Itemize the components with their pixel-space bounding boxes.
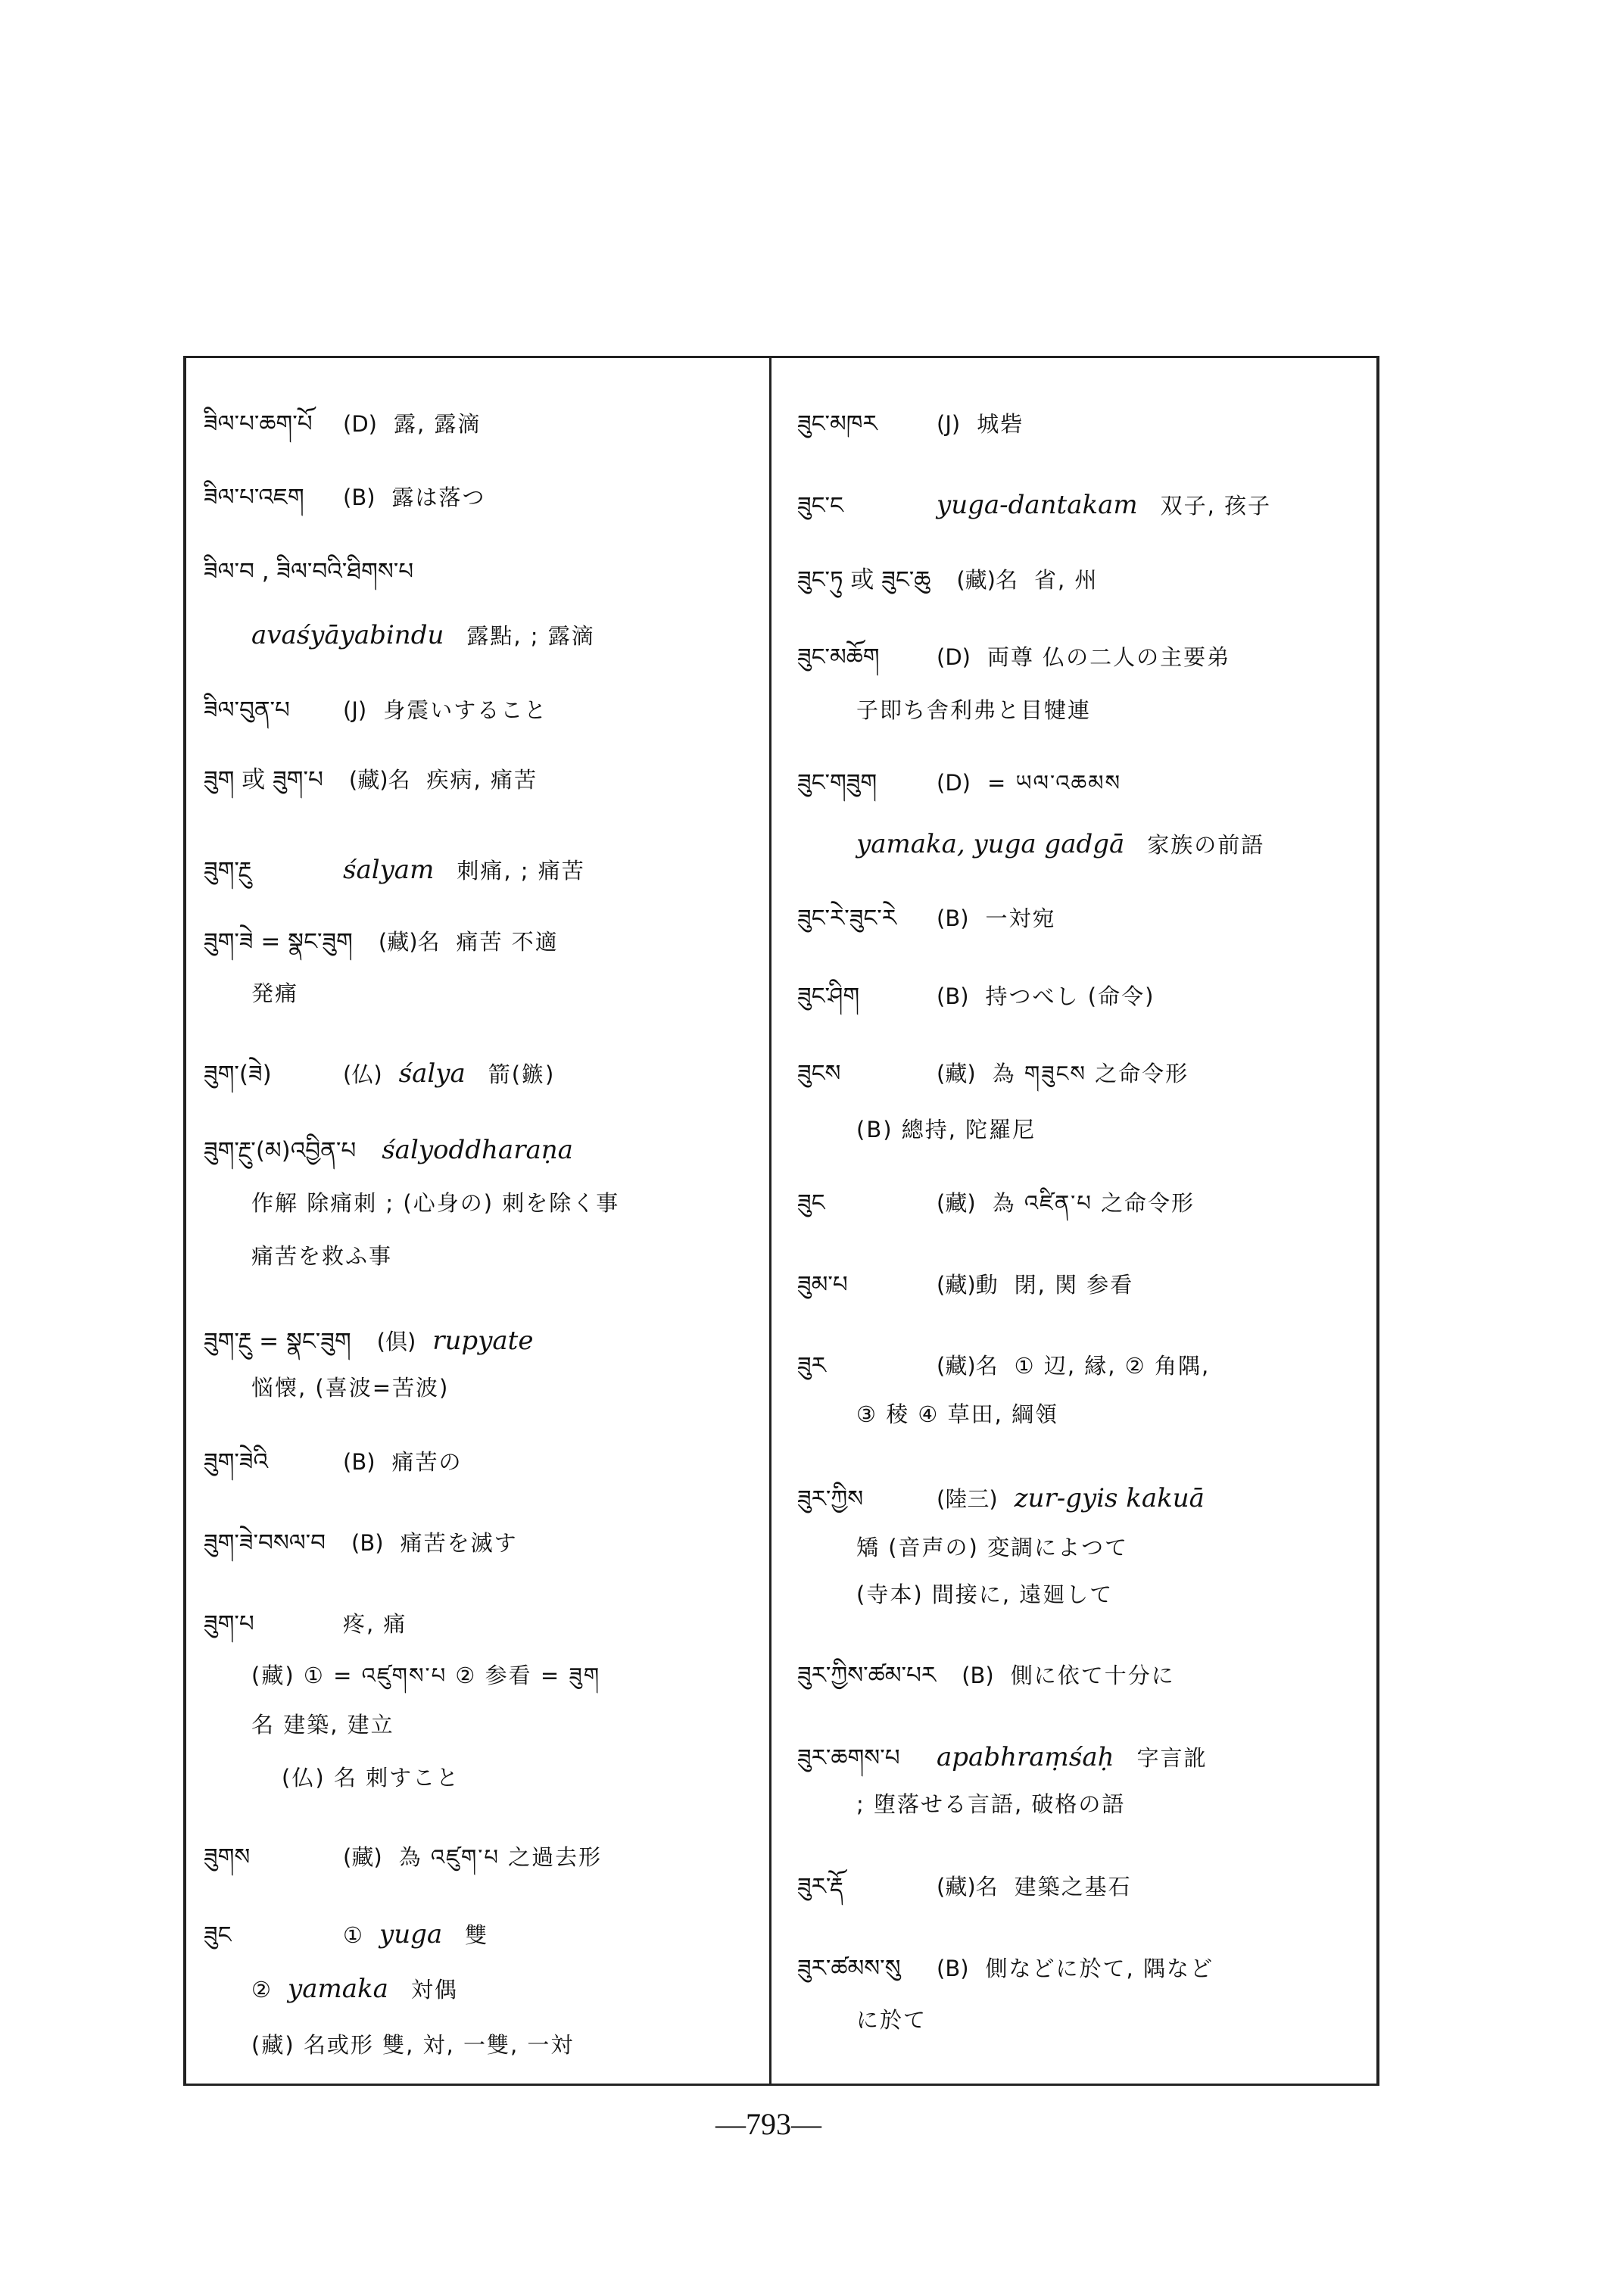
japanese-gloss: 名 建築, 建立 xyxy=(251,1712,394,1738)
sanskrit-term: apabhraṃśaḥ xyxy=(937,1742,1114,1772)
headword: ཟུང xyxy=(204,1922,232,1949)
entry-line xyxy=(797,1872,1132,1902)
source-abbreviation: (藏) xyxy=(937,1061,976,1086)
headword: ཟུག་(ཟེ) xyxy=(204,1061,272,1088)
japanese-gloss: 露點, ; 露滴 xyxy=(466,623,595,649)
headword: ཟུང་མཆོག xyxy=(797,644,880,671)
headword: ཟུམ་པ xyxy=(797,1271,848,1298)
entry-line xyxy=(856,695,1091,725)
headword: ཟུར་ཆགས་པ xyxy=(797,1744,900,1772)
japanese-gloss: ③ 稜 ④ 草田, 綱領 xyxy=(856,1401,1059,1427)
source-abbreviation: (B) xyxy=(343,1449,376,1475)
japanese-gloss: 側に依て十分に xyxy=(1010,1663,1175,1688)
japanese-gloss: 省, 州 xyxy=(1033,567,1099,593)
sanskrit-term: yuga xyxy=(379,1919,443,1950)
headword: ཟུག་ཟེ་བསལ་བ xyxy=(204,1529,326,1557)
headword: ཟུང་ཏུ 或 ཟུང་ཆུ xyxy=(797,566,931,594)
japanese-gloss: 刺痛, ; 痛苦 xyxy=(457,858,585,884)
headword: ཟུར་ཀྱིས xyxy=(797,1485,864,1513)
entry-line xyxy=(251,2030,574,2060)
sanskrit-term: śalyoddharaṇa xyxy=(382,1135,573,1165)
japanese-gloss: 一対宛 xyxy=(985,905,1056,931)
entry-line xyxy=(856,1789,1125,1819)
entry-line xyxy=(204,855,585,886)
entry-line xyxy=(204,1528,518,1558)
headword: ཟུག་ཟེ = སྣང་ཟུག xyxy=(204,928,353,955)
source-abbreviation: (藏)名 xyxy=(348,767,410,793)
entry-line xyxy=(282,1763,460,1793)
japanese-gloss: (B) 總持, 陀羅尼 xyxy=(856,1117,1036,1142)
page-number: —793— xyxy=(715,2107,821,2141)
japanese-gloss: 家族の前語 xyxy=(1147,832,1265,858)
entry-line xyxy=(856,1399,1058,1429)
entry-line xyxy=(856,1579,1113,1610)
entry-line xyxy=(856,1532,1128,1563)
entry-line xyxy=(251,978,298,1008)
source-abbreviation: (B) xyxy=(937,983,969,1009)
source-abbreviation: (藏)名 xyxy=(937,1353,998,1379)
entry-line xyxy=(204,927,559,957)
entry-line xyxy=(204,1447,463,1477)
source-abbreviation: (D) xyxy=(937,770,971,796)
source-abbreviation: (藏) xyxy=(937,1190,976,1216)
japanese-gloss: 雙 xyxy=(465,1922,489,1948)
source-abbreviation: ② xyxy=(251,1977,271,2003)
sanskrit-term: rupyate xyxy=(432,1326,534,1356)
entry-line xyxy=(204,1058,555,1089)
headword: ཟུང་ཤིག xyxy=(797,983,860,1010)
sanskrit-term: śalyam xyxy=(343,855,435,885)
japanese-gloss: ; 堕落せる言語, 破格の語 xyxy=(856,1791,1126,1817)
source-abbreviation: (藏) xyxy=(343,1844,382,1870)
entry-line xyxy=(204,556,439,587)
japanese-gloss: 両尊 仏の二人の主要弟 xyxy=(987,644,1231,670)
source-abbreviation: (B) xyxy=(937,905,969,931)
source-abbreviation: ① xyxy=(343,1922,363,1948)
headword: ཟུང་གཟུག xyxy=(797,769,877,796)
source-abbreviation: (藏)名 xyxy=(956,567,1018,593)
japanese-gloss: 痛苦を救ふ事 xyxy=(251,1243,393,1269)
entry-line xyxy=(251,1710,394,1740)
entry-line xyxy=(856,2005,927,2035)
headword: ཟུར་རྡོ xyxy=(797,1873,843,1900)
japanese-gloss: 閉, 関 参看 xyxy=(1014,1272,1134,1298)
entry-line xyxy=(797,1270,1133,1300)
source-abbreviation: (B) xyxy=(962,1663,994,1688)
entry-line xyxy=(251,1241,392,1271)
entry-line xyxy=(797,1953,1214,1984)
japanese-gloss: 字言訛 xyxy=(1136,1745,1208,1771)
source-abbreviation: (D) xyxy=(343,411,377,437)
entry-line xyxy=(797,642,1230,672)
entry-line xyxy=(251,1188,619,1218)
japanese-gloss: 痛苦の xyxy=(391,1449,463,1475)
japanese-gloss: (藏) ① = འཛུགས་པ ② 参看 = ཟུག xyxy=(251,1663,601,1688)
source-abbreviation: (B) xyxy=(937,1956,969,1981)
japanese-gloss: (寺本) 間接に, 遠廻して xyxy=(856,1582,1114,1607)
japanese-gloss: ① 辺, 縁, ② 角隅, xyxy=(1014,1353,1211,1379)
source-abbreviation: (倶) xyxy=(376,1329,416,1354)
entry-line xyxy=(251,1974,458,2005)
source-abbreviation: (D) xyxy=(937,644,971,670)
entry-line xyxy=(797,409,1024,439)
japanese-gloss: 城砦 xyxy=(977,411,1024,437)
japanese-gloss: 露は落つ xyxy=(391,485,486,510)
source-abbreviation: (J) xyxy=(343,697,367,723)
japanese-gloss: 悩懐, (喜波=苦波) xyxy=(251,1375,450,1401)
headword: ཟུངས xyxy=(797,1060,841,1087)
japanese-gloss: 痛苦を滅す xyxy=(400,1530,518,1556)
headword: ཟུང་ང xyxy=(797,492,843,519)
headword: ཟིལ་པ་ཆག་པོ xyxy=(204,410,313,438)
entry-line xyxy=(204,1609,407,1639)
source-abbreviation: (仏) xyxy=(343,1061,382,1087)
entry-line xyxy=(204,482,486,513)
column-divider xyxy=(769,356,771,2086)
sanskrit-term: zur-gyis kakuā xyxy=(1014,1483,1205,1513)
japanese-gloss: 為 འཛིན་པ 之命令形 xyxy=(992,1190,1195,1216)
japanese-gloss: 痛苦 不適 xyxy=(456,929,559,955)
japanese-gloss: 疼, 痛 xyxy=(343,1611,407,1637)
japanese-gloss: (藏) 名或形 雙, 対, 一雙, 一対 xyxy=(251,2032,575,2058)
japanese-gloss: 身震いすること xyxy=(383,697,548,723)
entry-line xyxy=(797,981,1155,1011)
japanese-gloss: 矯 (音声の) 変調によつて xyxy=(856,1535,1129,1560)
entry-line xyxy=(204,695,547,725)
headword: ཟུང་རེ་ཟུང་རེ xyxy=(797,905,897,932)
japanese-gloss: = ཡལ་འཆམས xyxy=(987,770,1122,796)
headword: ཟུག 或 ཟུག་པ xyxy=(204,766,323,793)
entry-line xyxy=(797,768,1121,798)
sanskrit-term: yamaka, yuga gadgā xyxy=(856,829,1125,859)
entry-line xyxy=(204,409,481,439)
headword: ཟུར་ཚམས་སུ xyxy=(797,1955,901,1982)
entry-line xyxy=(797,1742,1208,1773)
headword: ཟུག་རྔུ་(མ)འབྱིན་པ xyxy=(204,1137,357,1164)
japanese-gloss: 建築之基石 xyxy=(1014,1874,1132,1900)
japanese-gloss: 側などに於て, 隅など xyxy=(985,1956,1214,1981)
entry-line xyxy=(204,1135,596,1166)
source-abbreviation: (陸三) xyxy=(937,1486,998,1512)
headword: ཟུག་རྔུ xyxy=(204,857,252,884)
japanese-gloss: 作解 除痛刺 ; (心身の) 刺を除く事 xyxy=(251,1190,620,1216)
headword: ཟིལ་པ་འཇག xyxy=(204,484,304,511)
headword: ཟིལ་བ , ཟིལ་བའི་ཐིགས་པ xyxy=(204,558,414,585)
japanese-gloss: 露, 露滴 xyxy=(393,411,482,437)
sanskrit-term: avaśyāyabindu xyxy=(251,620,444,650)
source-abbreviation: (J) xyxy=(937,411,961,437)
headword: ཟུག་པ xyxy=(204,1610,254,1638)
entry-line xyxy=(204,765,538,795)
headword: ཟུགས xyxy=(204,1844,251,1871)
japanese-gloss: 為 འཛུག་པ 之過去形 xyxy=(398,1844,603,1870)
entry-line xyxy=(856,1114,1036,1145)
sanskrit-term: yamaka xyxy=(288,1974,388,2004)
headword: ཟིལ་བུན་པ xyxy=(204,697,290,724)
headword: ཟུག་རྔུ = སྣང་ཟུག xyxy=(204,1328,351,1355)
sanskrit-term: yuga-dantakam xyxy=(937,490,1138,520)
entry-line xyxy=(251,1660,600,1691)
japanese-gloss: 対偶 xyxy=(410,1977,458,2003)
entry-line xyxy=(797,1351,1210,1381)
japanese-gloss: 発痛 xyxy=(251,980,299,1006)
entry-line xyxy=(204,1842,602,1872)
japanese-gloss: (仏) 名 刺すこと xyxy=(282,1765,460,1791)
source-abbreviation: (B) xyxy=(351,1530,384,1556)
headword: ཟུར་ཀྱིས་ཚམ་པར xyxy=(797,1662,937,1689)
entry-line xyxy=(204,1326,556,1357)
headword: ཟུག་ཟེའི xyxy=(204,1448,269,1476)
source-abbreviation: (B) xyxy=(343,485,376,510)
japanese-gloss: 子即ち舎利弗と目犍連 xyxy=(856,697,1092,723)
entry-line xyxy=(797,490,1271,521)
entry-line xyxy=(251,620,595,651)
japanese-gloss: 双子, 孩子 xyxy=(1160,493,1272,519)
headword: ཟུར xyxy=(797,1352,826,1379)
entry-line xyxy=(797,1483,1227,1514)
entry-line xyxy=(856,829,1264,860)
japanese-gloss: 箭(鏃) xyxy=(488,1061,556,1087)
entry-line xyxy=(797,1660,1175,1691)
entry-line xyxy=(797,1058,1189,1089)
source-abbreviation: (藏)名 xyxy=(937,1874,998,1900)
headword: ཟུང་མཁར xyxy=(797,410,877,438)
source-abbreviation: (藏)名 xyxy=(378,929,440,955)
entry-line xyxy=(204,1919,488,1950)
dictionary-frame xyxy=(183,356,1379,2086)
japanese-gloss: に於て xyxy=(856,2007,927,2033)
entry-line xyxy=(251,1373,449,1403)
japanese-gloss: 為 གཟུངས 之命令形 xyxy=(992,1061,1189,1086)
entry-line xyxy=(797,903,1056,933)
headword: ཟུང xyxy=(797,1189,825,1217)
entry-line xyxy=(797,1188,1195,1218)
japanese-gloss: 疾病, 痛苦 xyxy=(426,767,538,793)
japanese-gloss: 持つべし (命令) xyxy=(985,983,1155,1009)
source-abbreviation: (藏)動 xyxy=(937,1272,998,1298)
sanskrit-term: śalya xyxy=(398,1058,466,1089)
entry-line xyxy=(797,565,1098,595)
